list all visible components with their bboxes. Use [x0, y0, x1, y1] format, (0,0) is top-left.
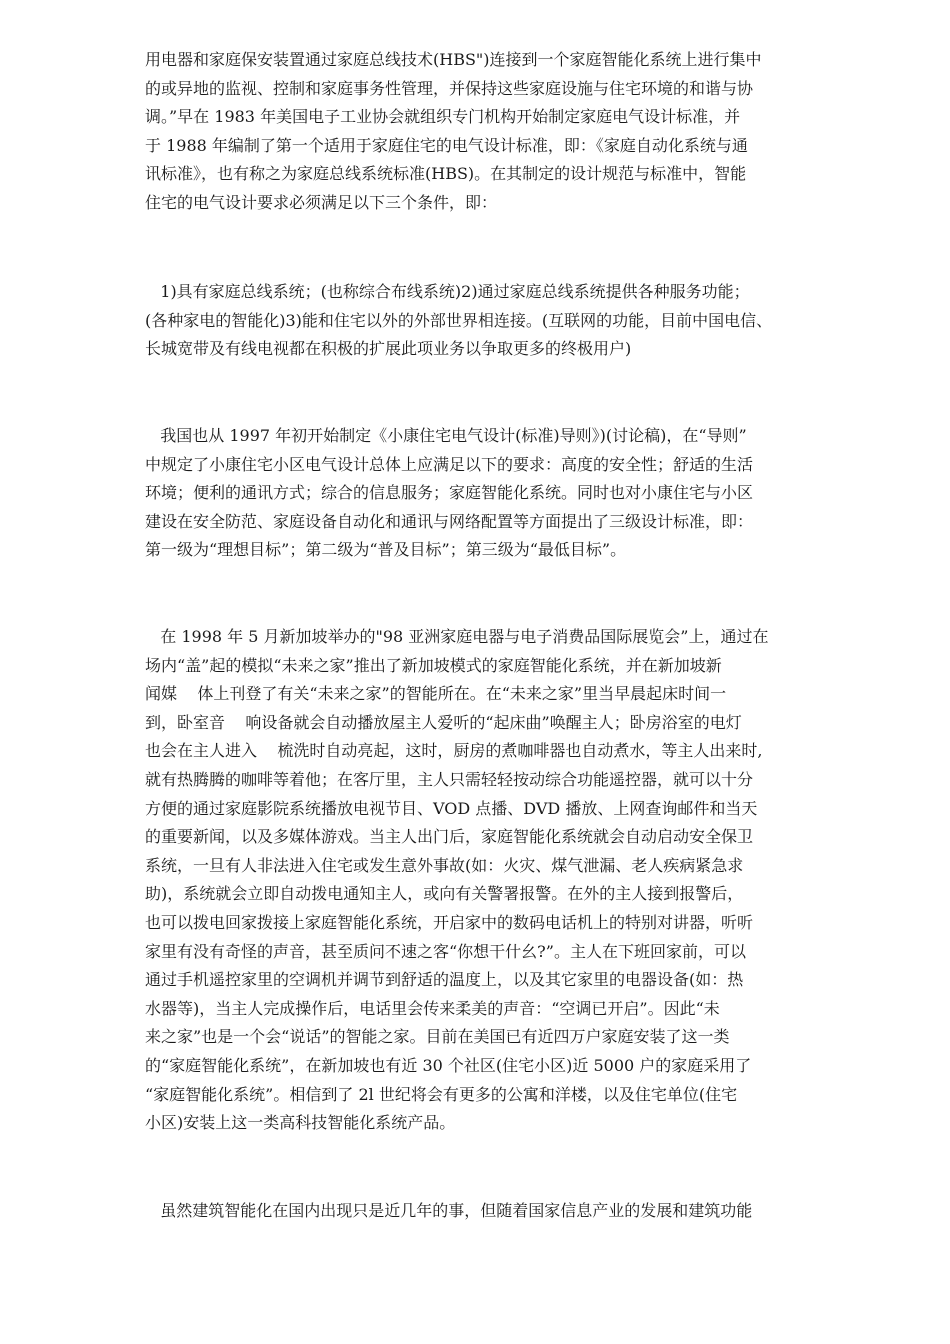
paragraph-xiaokang-guideline: [145, 422, 885, 565]
text-line: 的“家庭智能化系统”，在新加坡也有近 30 个社区(住宅小区)近 5000 户的家庭采用了: [145, 1055, 752, 1075]
text-line: 在 1998 年 5 月新加坡举办的"98 亚洲家庭电器与电子消费品国际展览会”上，通过在: [145, 627, 769, 646]
text-line: 到，卧室音 响设备就会自动播放屋主人爱听的“起床曲”唤醒主人；卧房浴室的电灯: [145, 712, 742, 732]
text-line: 于 1988 年编制了第一个适用于家庭住宅的电气设计标准，即：《家庭自动化系统与通: [145, 135, 748, 155]
text-line: 闻媒 体上刊登了有关“未来之家”的智能所在。在“未来之家”里当早晨起床时间一: [145, 684, 727, 704]
text-line: 长城宽带及有线电视都在积极的扩展此项业务以争取更多的终极用户): [145, 339, 632, 359]
text-line: 调。”早在 1983 年美国电子工业协会就组织专门机构开始制定家庭电气设计标准，并: [145, 107, 741, 127]
paragraph-three-conditions: [145, 278, 885, 364]
text-line: 环境；便利的通讯方式；综合的信息服务；家庭智能化系统。同时也对小康住宅与小区: [145, 483, 754, 503]
text-line: 1)具有家庭总线系统；(也称综合布线系统)2)通过家庭总线系统提供各种服务功能；: [145, 282, 750, 301]
text-line: 也会在主人进入 梳洗时自动亮起，这时，厨房的煮咖啡器也自动煮水，等主人出来时,: [145, 741, 763, 761]
text-line: 的重要新闻，以及多媒体游戏。当主人出门后，家庭智能化系统就会自动启动安全保卫: [145, 827, 754, 847]
text-line: 建设在安全防范、家庭设备自动化和通讯与网络配置等方面提出了三级设计标准，即：: [145, 511, 754, 531]
text-line: (各种家电的智能化)3)能和住宅以外的外部世界相连接。(互联网的功能，目前中国电信、: [145, 310, 773, 330]
text-line: 方便的通过家庭影院系统播放电视节目、VOD 点播、DVD 播放、上网查询邮件和当天: [145, 798, 758, 818]
text-line: “家庭智能化系统”。相信到了 2l 世纪将会有更多的公寓和洋楼，以及住宅单位(住宅: [145, 1084, 738, 1104]
text-line: 场内“盖”起的模拟“未来之家”推出了新加坡模式的家庭智能化系统，并在新加坡新: [145, 655, 722, 675]
paragraph-future-home: [145, 623, 885, 1138]
text-line: 系统，一旦有人非法进入住宅或发生意外事故(如：火灾、煤气泄漏、老人疾病紧急求: [145, 855, 744, 875]
paragraph-building-intelligence: [145, 1197, 885, 1226]
text-line: 助)，系统就会立即自动拨电通知主人，或向有关警署报警。在外的主人接到报警后，: [145, 884, 744, 904]
text-line: 也可以拨电回家拨接上家庭智能化系统，开启家中的数码电话机上的特别对讲器，听听: [145, 912, 754, 932]
text-line: 水器等)，当主人完成操作后，电话里会传来柔美的声音：“空调已开启”。因此“未: [145, 998, 720, 1018]
text-line: 中规定了小康住宅小区电气设计总体上应满足以下的要求：高度的安全性；舒适的生活: [145, 454, 754, 474]
text-line: 我国也从 1997 年初开始制定《小康住宅电气设计(标准)导则》)(讨论稿)，在“导则”: [145, 426, 747, 445]
text-line: 住宅的电气设计要求必须满足以下三个条件，即：: [145, 192, 498, 212]
text-line: 虽然建筑智能化在国内出现只是近几年的事，但随着国家信息产业的发展和建筑功能: [145, 1201, 753, 1220]
text-line: 的或异地的监视、控制和家庭事务性管理，并保持这些家庭设施与住宅环境的和谐与协: [145, 78, 754, 98]
text-line: 就有热腾腾的咖啡等着他；在客厅里，主人只需轻轻按动综合功能遥控器，就可以十分: [145, 769, 754, 789]
paragraph-hbs-standard: [145, 46, 885, 218]
text-line: 通过手机遥控家里的空调机并调节到舒适的温度上，以及其它家里的电器设备(如：热: [145, 970, 744, 990]
text-line: 讯标准》，也有称之为家庭总线系统标准(HBS)。在其制定的设计规范与标准中，智能: [145, 164, 747, 184]
text-line: 来之家”也是一个会“说话”的智能之家。目前在美国已有近四万户家庭安装了这一类: [145, 1027, 730, 1047]
text-line: 小区)安装上这一类高科技智能化系统产品。: [145, 1113, 456, 1133]
text-line: 用电器和家庭保安装置通过家庭总线技术(HBS")连接到一个家庭智能化系统上进行集中: [145, 50, 762, 69]
text-line: 第一级为“理想目标”；第二级为“普及目标”；第三级为“最低目标”。: [145, 540, 627, 560]
text-line: 家里有没有奇怪的声音，甚至质问不速之客“你想干什幺?”。主人在下班回家前，可以: [145, 941, 746, 961]
